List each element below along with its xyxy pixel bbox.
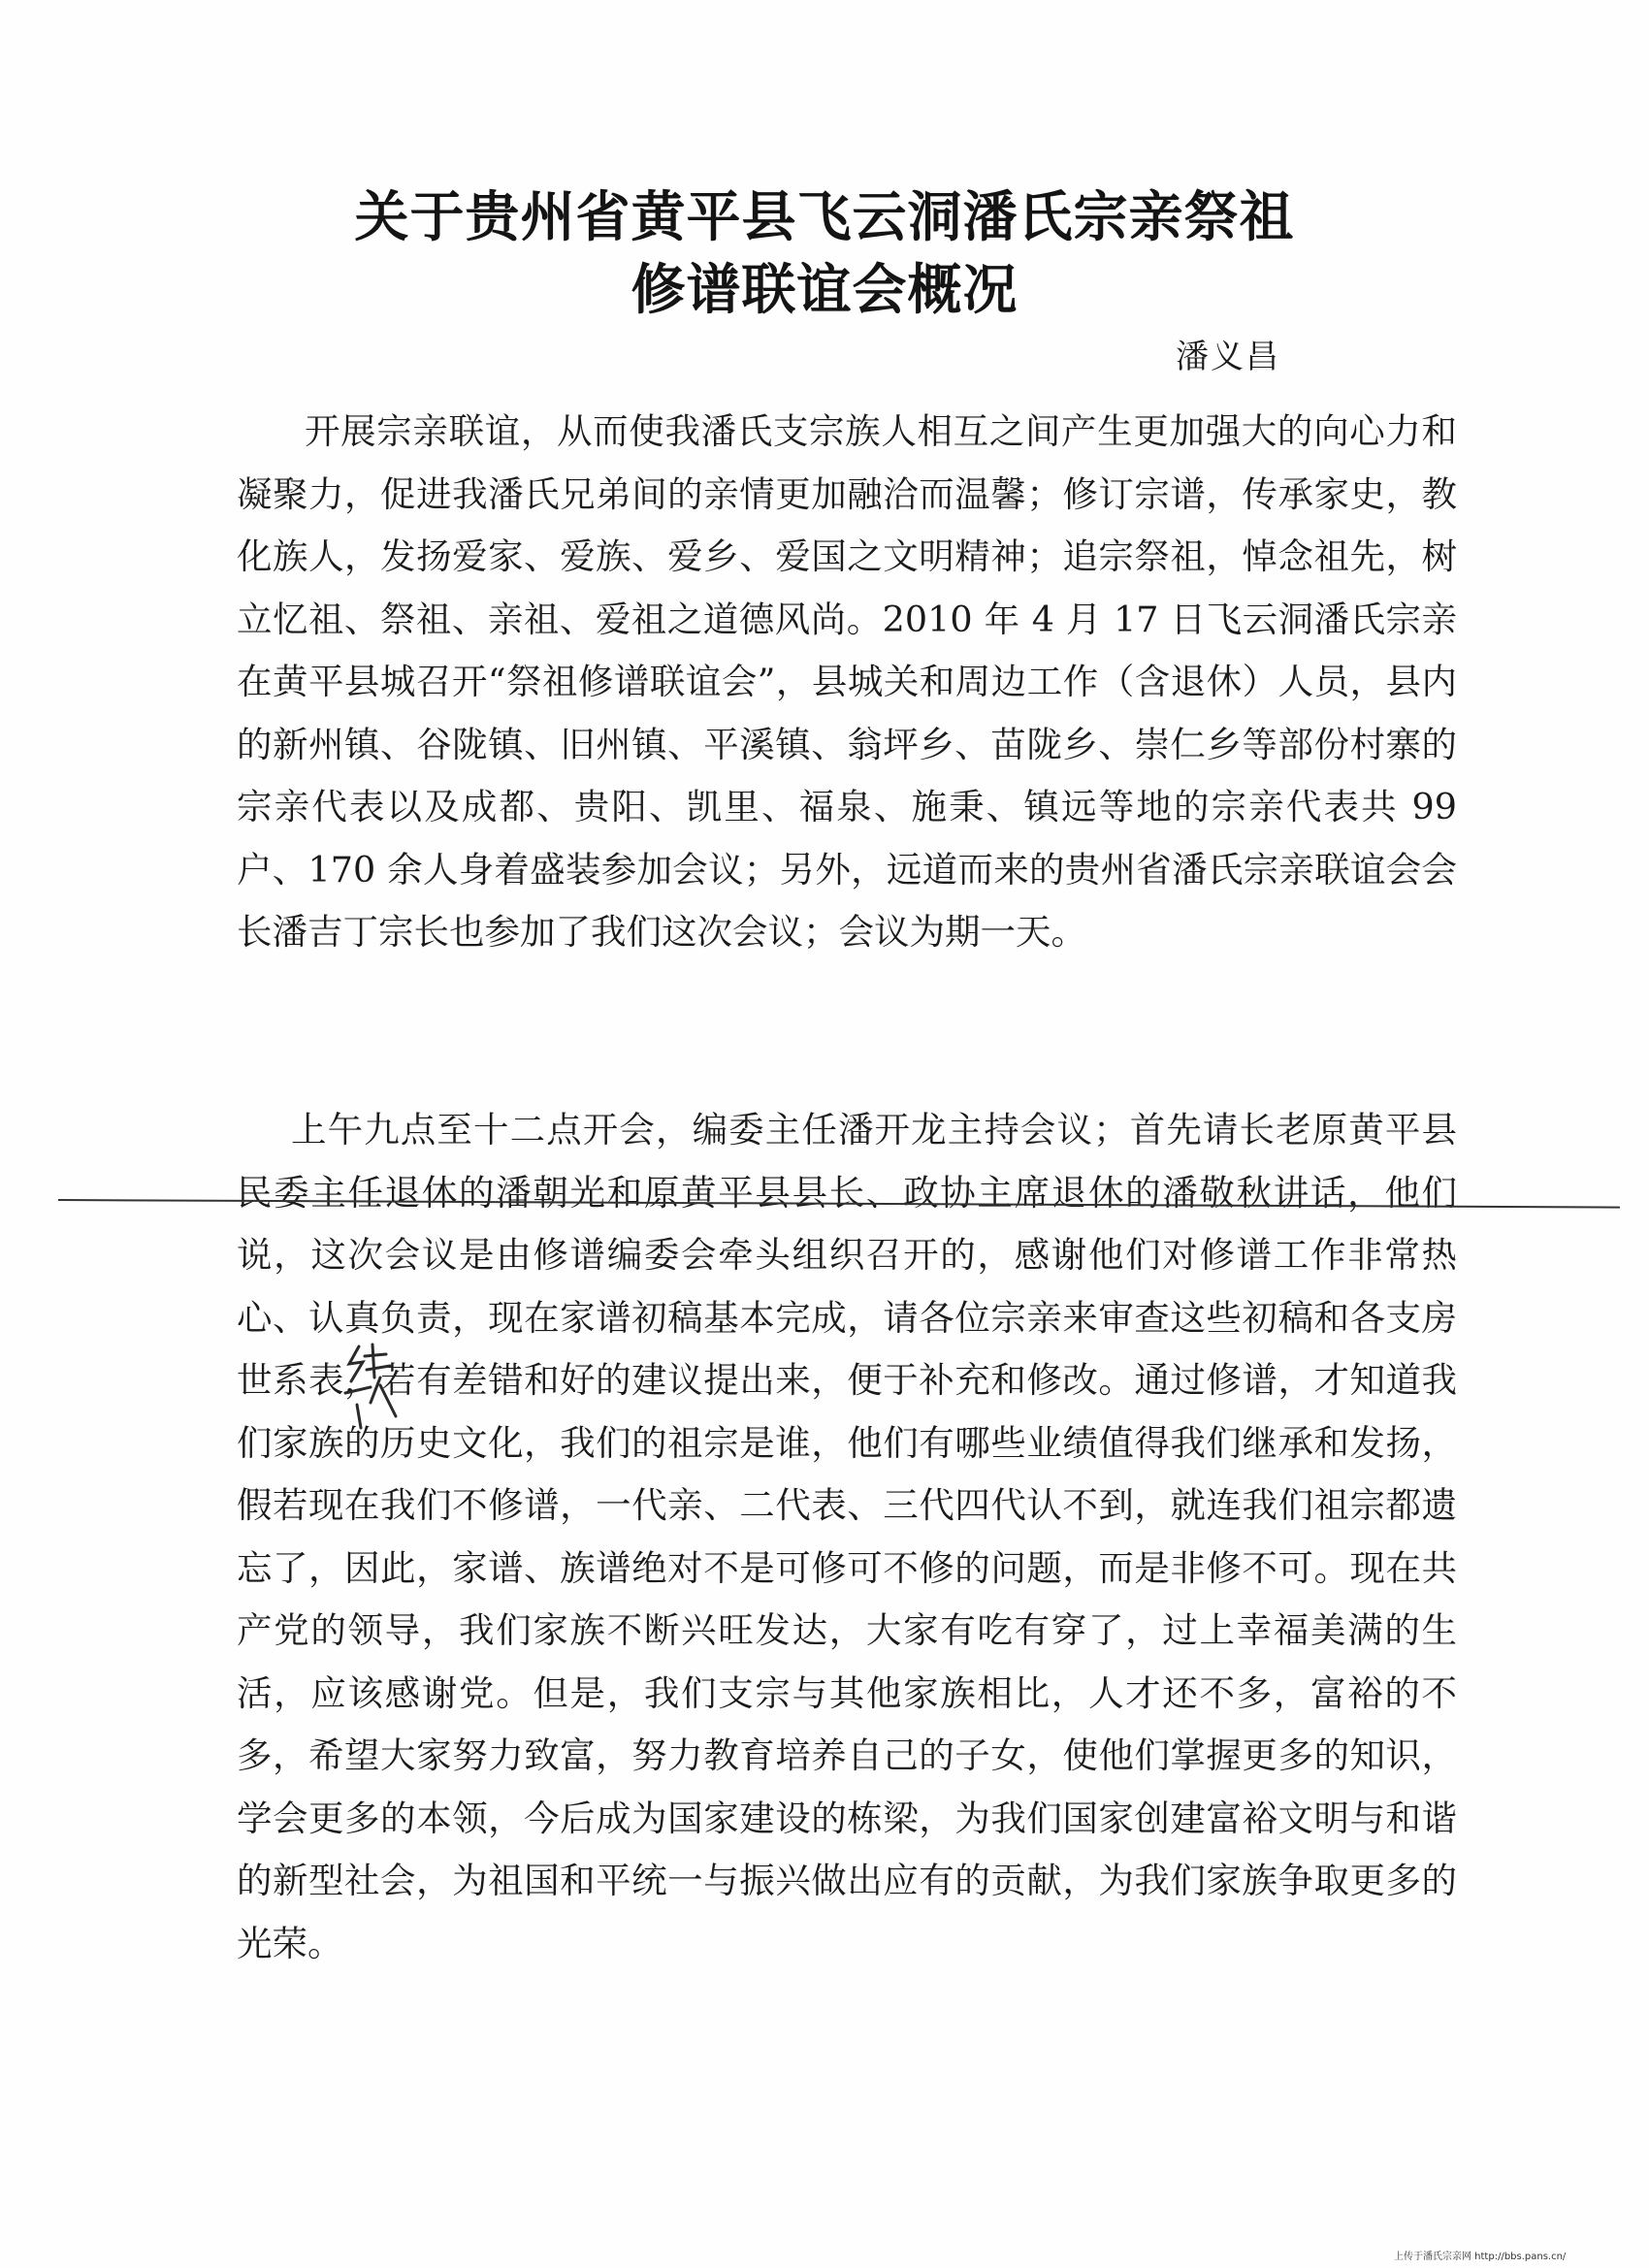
paragraph-2: 上午九点至十二点开会，编委主任潘开龙主持会议；首先请长老原黄平县民委主任退休的潘朝光和原黄平县县长、政协主席退休的潘敬秋讲话，他们说，这次会议是由修谱编委会牵头组织召开的，感谢他们对修谱工作非常热心、认真负责，现在家谱初稿基本完成，请各位宗亲来审查这些初稿和各支房世系表，若有差错和好的建议提出来，便于补充和修改。通过修谱，才知道我们家族的历史文化，我们的祖宗是谁，他们有哪些业绩值得我们继承和发扬，假若现在我们不修谱，一代亲、二代表、三代四代认不到，就连我们祖宗都遗忘了，因此，家谱、族谱绝对不是可修可不修的问题，而是非修不可。现在共产党的领导，我们家族不断兴旺发达，大家有吃有穿了，过上幸福美满的生活，应该感谢党。但是，我们支宗与其他家族相比，人才还不多，富裕的不多，希望大家努力致富，努力教育培养自己的子女，使他们掌握更多的知识，学会更多的本领，今后成为国家建设的栋梁，为我们国家创建富裕文明与和谐的新型社会，为祖国和平统一与振兴做出应有的贡献，为我们家族争取更多的光荣。 <box>237 1109 1457 1964</box>
handwritten-annotation <box>341 1335 400 1432</box>
upload-source-footer: 上传于潘氏宗亲网 http://bbs.pans.cn/ <box>1394 2252 1567 2262</box>
document-title-line-1: 关于贵州省黄平县飞云洞潘氏宗亲祭祖 <box>354 186 1295 249</box>
document-title-line-2: 修谱联谊会概况 <box>630 259 1018 322</box>
paragraph-1: 开展宗亲联谊，从而使我潘氏支宗族人相互之间产生更加强大的向心力和凝聚力，促进我潘氏兄弟间的亲情更加融洽而温馨；修订宗谱，传承家史，教化族人，发扬爱家、爱族、爱乡、爱国之文明精神；追宗祭祖，悼念祖先，树立忆祖、祭祖、亲祖、爱祖之道德风尚。2010 年 4 月 17 日飞云洞潘氏宗亲在黄平县城召开“祭祖修谱联谊会”，县城关和周边工作（含退休）人员，县内的新州镇、谷陇镇、旧州镇、平溪镇、翁坪乡、苗陇乡、崇仁乡等部份村寨的宗亲代表以及成都、贵阳、凯里、福泉、施秉、镇远等地的宗亲代表共 99 户、170 余人身着盛装参加会议；另外，远道而来的贵州省潘氏宗亲联谊会会长潘吉丁宗长也参加了我们这次会议；会议为期一天。 <box>237 410 1457 953</box>
author-name: 潘义昌 <box>1176 338 1280 376</box>
